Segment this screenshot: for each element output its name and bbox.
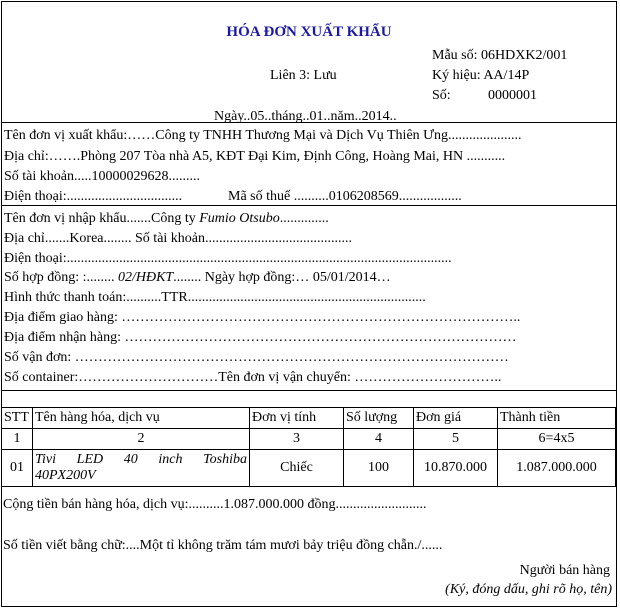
col-number: 2 <box>33 429 250 450</box>
row-amount: 1.087.000.000 <box>498 450 616 487</box>
bill-of-lading: Số vận đơn: ………………………………………………………………………………… <box>4 350 509 365</box>
invoice-title: HÓA ĐƠN XUẤT KHẨU <box>226 24 392 40</box>
col-number: 1 <box>2 429 33 450</box>
row-product <box>33 450 250 487</box>
product-line-1: Tivi LED 40 inch Toshiba <box>35 452 247 467</box>
exporter-tax-code: Mã số thuế ..........0106208569.................. <box>228 189 462 204</box>
exporter-phone: Điện thoại:................................. <box>4 189 183 204</box>
importer-divider <box>2 390 616 391</box>
table-numbering-row <box>2 429 616 450</box>
goods-table <box>1 407 616 487</box>
header-stt: STT <box>2 408 33 429</box>
row-price: 10.870.000 <box>414 450 498 487</box>
header-unit: Đơn vị tính <box>250 408 344 429</box>
header-qty: Số lượng <box>344 408 414 429</box>
col-number: 5 <box>414 429 498 450</box>
table-header-row <box>2 408 616 429</box>
delivery-place: Địa điểm giao hàng: ………………………………………………………………………….. <box>4 310 521 325</box>
invoice-number-value: 0000001 <box>488 88 537 103</box>
invoice-date: Ngày..05..tháng..01..năm..2014.. <box>214 109 397 124</box>
invoice-frame <box>1 1 617 607</box>
header-divider <box>2 122 616 123</box>
col-number: 3 <box>250 429 344 450</box>
payment-method: Hình thức thanh toán:..........TTR.................................................................... <box>4 290 426 305</box>
container-info: Số container:…………………………Tên đơn vị vận chuyển: ………………………….. <box>4 370 502 385</box>
receipt-place: Địa điểm nhận hàng: ………………………………………………………………………… <box>4 330 517 345</box>
exporter-divider <box>2 205 616 206</box>
exporter-account: Số tài khoản.....10000029628......... <box>4 169 200 184</box>
header-product: Tên hàng hóa, dịch vụ <box>33 408 250 429</box>
col-number: 4 <box>344 429 414 450</box>
exporter-address: Địa chỉ:…….Phòng 207 Tòa nhà A5, KĐT Đại Kim, Định Công, Hoàng Mai, HN ........... <box>4 149 506 164</box>
importer-name: Tên đơn vị nhập khẩu.......Công ty Fumio Otsubo.............. <box>4 211 329 226</box>
form-number: Mẫu số: 06HDXK2/001 <box>432 48 568 63</box>
row-unit: Chiếc <box>250 450 344 487</box>
header-price: Đơn giá <box>414 408 498 429</box>
header-amount: Thành tiền <box>498 408 616 429</box>
copy-label: Liên 3: Lưu <box>270 68 337 83</box>
total-amount: Cộng tiền bán hàng hóa, dịch vụ:..........1.087.000.000 đồng.......................... <box>3 497 427 512</box>
importer-address: Địa chỉ.......Korea........ Số tài khoản.......................................... <box>4 231 353 246</box>
serial-number: Ký hiệu: AA/14P <box>432 68 530 83</box>
contract-info: Số hợp đồng: :........ 02/HĐKT........ Ngày hợp đồng:… 05/01/2014… <box>4 270 391 285</box>
seller-signature-title: Người bán hàng <box>519 563 610 578</box>
row-qty: 100 <box>344 450 414 487</box>
row-stt: 01 <box>2 450 33 487</box>
product-line-2: 40PX200V <box>35 468 96 483</box>
table-row <box>2 450 616 487</box>
col-number: 6=4x5 <box>498 429 616 450</box>
seller-signature-note: (Ký, đóng dấu, ghi rõ họ, tên) <box>445 582 612 597</box>
invoice-number-label: Số: <box>432 88 451 103</box>
exporter-name: Tên đơn vị xuất khẩu:……Công ty TNHH Thương Mại và Dịch Vụ Thiên Ưng..................... <box>4 128 522 143</box>
importer-phone: Điện thoại:.............................................................................................................. <box>4 251 452 266</box>
amount-in-words: Số tiền viết bằng chữ:....Một tỉ không trăm tám mươi bảy triệu đồng chẵn./...... <box>3 538 443 553</box>
